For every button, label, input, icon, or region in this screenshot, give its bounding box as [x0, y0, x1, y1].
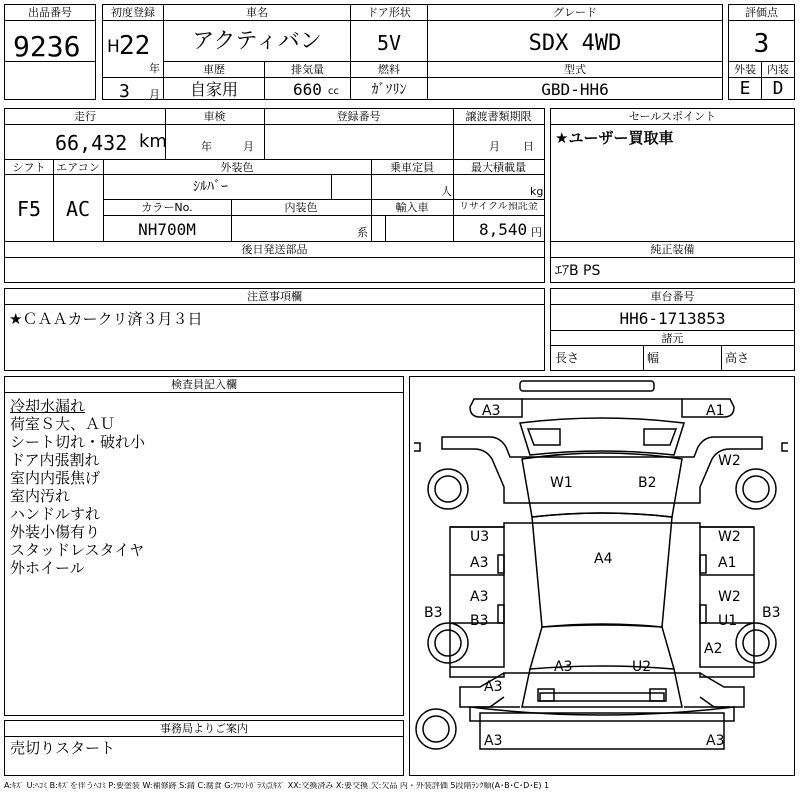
car-outline-diagram — [410, 377, 794, 775]
equipment-box — [550, 241, 795, 283]
score: 3 — [753, 29, 770, 59]
era: H — [107, 37, 120, 57]
interior-color-label: 内装色 — [284, 202, 318, 213]
equipment-label: 純正装備 — [650, 244, 695, 255]
first-registration-label: 初度登録 — [111, 7, 155, 18]
damage-mark: U2 — [632, 659, 652, 675]
later-parts-box — [4, 241, 545, 283]
air-conditioner: AC — [65, 197, 91, 221]
office-message: 売切りスタート — [10, 739, 116, 757]
grade: SDX 4WD — [528, 31, 622, 56]
transfer-deadline-label: 譲渡書類期限 — [465, 111, 532, 122]
damage-mark: A4 — [594, 551, 613, 567]
damage-mark: A3 — [484, 679, 503, 695]
color-number-label: カラーNo. — [141, 202, 193, 213]
sales-point-label: セールスポイント — [628, 111, 716, 122]
inspector-line: ハンドルすれ — [10, 505, 101, 523]
fuel: ｶﾞｿﾘﾝ — [371, 82, 407, 98]
inspector-line: 外装小傷有り — [10, 523, 101, 541]
caution-box — [4, 288, 545, 371]
model-box — [427, 61, 723, 100]
shift-label: シフト — [12, 162, 46, 173]
inspector-line: 荷室Ｓ大、ＡＵ — [10, 415, 116, 433]
exterior-grade-label: 外装 — [734, 64, 756, 75]
recycle-unit: 円 — [531, 226, 542, 239]
lot-number-label: 出品番号 — [28, 7, 72, 18]
score-label: 評価点 — [745, 7, 778, 18]
door-label: ドア形状 — [367, 7, 411, 18]
damage-mark: A3 — [470, 589, 489, 605]
inspection-month-unit: 月 — [243, 140, 254, 153]
exterior-color-label: 外装色 — [220, 162, 254, 173]
color-number: NH700M — [138, 220, 196, 239]
interior-grade-label: 内装 — [767, 64, 789, 75]
inspector-line: スタッドレスタイヤ — [10, 541, 145, 559]
interior-grade: D — [772, 78, 784, 99]
inspector-line: 室内内張焦げ — [10, 469, 101, 487]
import-label: 輸入車 — [395, 202, 429, 213]
dimensions-label: 諸元 — [661, 333, 684, 344]
damage-mark: U1 — [718, 613, 738, 629]
car-name-box — [163, 4, 351, 62]
recycle-deposit: 8,540 — [479, 220, 528, 239]
damage-mark: A3 — [554, 659, 573, 675]
chassis-label: 車台番号 — [650, 291, 695, 302]
exterior-grade: E — [739, 78, 751, 99]
displacement-unit: cc — [328, 86, 339, 97]
door-type: 5V — [376, 31, 402, 55]
damage-mark: A2 — [704, 641, 723, 657]
history-box — [163, 61, 265, 100]
fuel-box — [350, 61, 428, 100]
max-load-unit: kg — [530, 185, 544, 198]
height-label: 高さ — [725, 351, 750, 365]
inspection-year-unit: 年 — [201, 140, 212, 153]
grade-label: グレード — [553, 7, 597, 18]
registration-month: 3 — [119, 81, 130, 102]
damage-mark: B3 — [762, 605, 781, 621]
inspector-line: 冷却水漏れ — [10, 397, 86, 415]
damage-mark: U3 — [470, 529, 490, 545]
month-unit: 月 — [149, 88, 160, 101]
office-box — [4, 720, 404, 776]
first-registration-box — [102, 4, 164, 100]
damage-mark: A3 — [482, 403, 501, 419]
damage-mark: W2 — [718, 529, 741, 545]
damage-marks — [424, 403, 781, 749]
score-box — [728, 4, 795, 62]
caution-label: 注意事項欄 — [247, 291, 302, 302]
year-unit: 年 — [149, 62, 160, 75]
exterior-color: ｼﾙﾊﾞｰ — [193, 179, 228, 195]
exterior-grade-box — [728, 61, 762, 100]
displacement-box — [264, 61, 351, 100]
equipment: ｴｱB PS — [555, 263, 601, 279]
inspection-label: 車検 — [203, 111, 226, 122]
damage-mark: B3 — [470, 613, 489, 629]
lot-number-box — [4, 4, 96, 100]
damage-mark: B2 — [638, 475, 657, 491]
lot-number: 9236 — [13, 30, 81, 63]
interior-color-unit: 系 — [357, 226, 368, 239]
damage-mark: W1 — [550, 475, 573, 491]
recycle-deposit-label: リサイクル預託金 — [459, 202, 538, 212]
transfer-day-unit: 日 — [523, 140, 534, 153]
inspector-line: ドア内張割れ — [10, 451, 100, 469]
car-name: アクティバン — [192, 29, 322, 54]
inspector-label: 検査員記入欄 — [171, 379, 237, 390]
damage-mark: A1 — [706, 403, 725, 419]
model-label: 型式 — [564, 64, 586, 75]
model-code: GBD-HH6 — [541, 80, 609, 99]
history: 自家用 — [189, 80, 238, 99]
inspector-notes — [10, 397, 145, 577]
fuel-label: 燃料 — [378, 64, 400, 75]
registration-year: 22 — [119, 31, 151, 61]
transfer-month-unit: 月 — [489, 140, 500, 153]
capacity-label: 乗車定員 — [390, 162, 434, 173]
sales-point: ★ユーザー買取車 — [555, 129, 674, 147]
car-name-label: 車名 — [246, 7, 268, 18]
damage-mark: A3 — [484, 733, 503, 749]
mileage-unit: km — [139, 131, 167, 152]
history-label: 車歴 — [203, 64, 225, 75]
max-load-label: 最大積載量 — [471, 162, 526, 173]
capacity-unit: 人 — [441, 185, 452, 198]
sales-point-box — [550, 108, 795, 242]
damage-mark: A3 — [706, 733, 725, 749]
caution-note: ★ＣＡＡカークリ済３月３日 — [9, 310, 203, 328]
office-label: 事務局よりご案内 — [160, 723, 248, 734]
interior-grade-box — [761, 61, 795, 100]
damage-diagram — [409, 376, 795, 776]
mileage-label: 走行 — [74, 111, 96, 122]
damage-mark: W2 — [718, 589, 741, 605]
chassis-number: HH6-1713853 — [619, 309, 726, 328]
inspector-line: 室内汚れ — [10, 487, 71, 505]
displacement-label: 排気量 — [291, 64, 324, 75]
inspector-line: シート切れ・破れ小 — [10, 433, 146, 451]
chassis-box — [550, 288, 795, 371]
damage-mark: A1 — [718, 555, 737, 571]
later-parts-label: 後日発送部品 — [241, 244, 308, 255]
legend: A:ｷｽﾞ U:ﾍｺﾐ B:ｷｽﾞを伴うﾍｺﾐ P:要塗装 W:補修跡 S:錆 C:腐食 G:ﾌﾛﾝﾄｶﾞﾗｽ点ｷｽﾞ XX:交換済み X:要交換 欠:欠品 内・外装評価 5段階ﾗﾝｸ順(A･B･C･D･E) 1 — [4, 782, 550, 790]
grade-box — [427, 4, 723, 62]
inspector-line: 外ホイール — [10, 559, 85, 577]
damage-mark: B3 — [424, 605, 443, 621]
door-box — [350, 4, 428, 62]
damage-mark: W2 — [718, 453, 741, 469]
registration-number-label: 登録番号 — [336, 111, 381, 122]
ac-label: エアコン — [56, 162, 100, 173]
width-label: 幅 — [647, 351, 660, 365]
damage-mark: A3 — [470, 555, 489, 571]
inspector-box — [4, 376, 404, 716]
shift: F5 — [16, 197, 42, 221]
displacement: 660 — [293, 80, 322, 99]
mileage: 66,432 — [55, 131, 128, 155]
vehicle-detail-box — [4, 108, 545, 242]
length-label: 長さ — [555, 351, 580, 365]
